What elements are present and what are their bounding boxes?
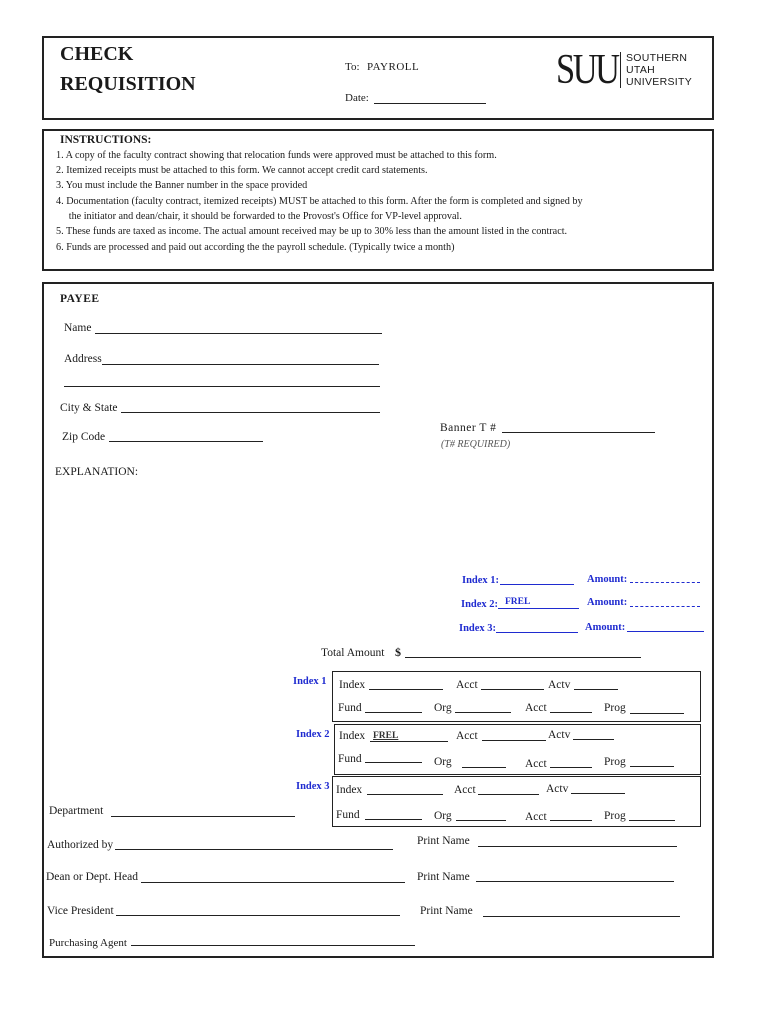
block3-prog-label: Prog: [604, 810, 626, 822]
vp-print-name-field[interactable]: [483, 916, 680, 917]
name-field[interactable]: [95, 333, 382, 334]
block2-actv-label: Actv: [548, 729, 571, 741]
banner-required-note: (T# REQUIRED): [441, 439, 511, 450]
department-label: Department: [49, 805, 104, 817]
block2-acct2-label: Acct: [525, 758, 547, 770]
index2-value: FREL: [505, 597, 531, 607]
amount1-field[interactable]: [630, 582, 700, 583]
block1-acct2-label: Acct: [525, 702, 547, 714]
zip-code-field[interactable]: [109, 441, 263, 442]
block3-acct-label: Acct: [454, 784, 476, 796]
block2-index-label: Index: [339, 730, 366, 742]
block3-org-field[interactable]: [456, 820, 506, 821]
block3-org-label: Org: [434, 810, 452, 822]
block1-index-field[interactable]: [369, 689, 443, 690]
authorized-print-name-field[interactable]: [478, 846, 677, 847]
block1-org-field[interactable]: [455, 712, 511, 713]
block3-fund-field[interactable]: [365, 819, 422, 820]
authorized-by-label: Authorized by: [47, 839, 114, 851]
block3-acct2-field[interactable]: [550, 820, 592, 821]
instruction-item: the initiator and dean/chair, it should be forwarded to the Provost's Office for VP-level approval.: [56, 211, 462, 222]
block3-actv-field[interactable]: [571, 793, 625, 794]
amount3-label: Amount:: [585, 622, 626, 633]
total-amount-field[interactable]: [405, 657, 641, 658]
block2-actv-field[interactable]: [573, 739, 614, 740]
block1-actv-label: Actv: [548, 679, 571, 691]
block2-acct2-field[interactable]: [550, 767, 592, 768]
accounting-index2-tag: Index 2: [296, 729, 330, 740]
city-state-label: City & State: [60, 402, 118, 414]
block2-prog-field[interactable]: [630, 766, 674, 767]
block2-fund-field[interactable]: [365, 762, 422, 763]
block1-org-label: Org: [434, 702, 452, 714]
address-label: Address: [64, 353, 102, 365]
block2-fund-label: Fund: [338, 753, 362, 765]
block2-org-field[interactable]: [462, 767, 506, 768]
index2-label: Index 2:: [461, 599, 499, 610]
block2-org-label: Org: [434, 756, 452, 768]
block2-acct-field[interactable]: [482, 740, 546, 741]
date-label: Date:: [345, 92, 369, 104]
name-label: Name: [64, 322, 92, 334]
block3-index-field[interactable]: [367, 794, 443, 795]
explanation-label: EXPLANATION:: [55, 466, 139, 478]
vice-president-label: Vice President: [47, 905, 114, 917]
dean-field[interactable]: [141, 882, 405, 883]
block1-fund-label: Fund: [338, 702, 362, 714]
to-value: PAYROLL: [367, 61, 420, 73]
block2-index-field[interactable]: [370, 741, 448, 742]
dean-print-name-field[interactable]: [476, 881, 674, 882]
block1-index-label: Index: [339, 679, 366, 691]
dean-print-name-label: Print Name: [417, 871, 470, 883]
block1-fund-field[interactable]: [365, 712, 422, 713]
block1-acct2-field[interactable]: [550, 712, 592, 713]
block2-acct-label: Acct: [456, 730, 478, 742]
total-currency: $: [395, 645, 401, 659]
authorized-by-field[interactable]: [115, 849, 393, 850]
university-logo: [556, 46, 696, 96]
logo-divider: [620, 52, 621, 88]
instruction-item: 3. You must include the Banner number in the space provided: [56, 180, 308, 191]
block1-prog-label: Prog: [604, 702, 626, 714]
block1-acct-label: Acct: [456, 679, 478, 691]
block1-actv-field[interactable]: [574, 689, 618, 690]
block2-prog-label: Prog: [604, 756, 626, 768]
block3-actv-label: Actv: [546, 783, 569, 795]
index3-label: Index 3:: [459, 623, 497, 634]
block2-index-value: FREL: [373, 731, 399, 741]
amount2-field[interactable]: [630, 606, 700, 607]
authorized-print-name-label: Print Name: [417, 835, 470, 847]
logo-text-utah: UTAH: [626, 64, 656, 76]
index2-field[interactable]: [498, 608, 579, 609]
block3-acct2-label: Acct: [525, 811, 547, 823]
purchasing-agent-field[interactable]: [131, 945, 415, 946]
main-form-box: [42, 282, 714, 958]
total-amount-label: Total Amount: [321, 647, 385, 659]
banner-field[interactable]: [502, 432, 655, 433]
city-state-field[interactable]: [121, 412, 380, 413]
block3-index-label: Index: [336, 784, 363, 796]
index1-field[interactable]: [500, 584, 574, 585]
instruction-item: 5. These funds are taxed as income. The actual amount received may be up to 30% less than the amount listed in the contract.: [56, 226, 568, 237]
index1-label: Index 1:: [462, 575, 500, 586]
payee-heading: PAYEE: [60, 293, 100, 305]
vp-print-name-label: Print Name: [420, 905, 473, 917]
instruction-item: 2. Itemized receipts must be attached to this form. We cannot accept credit card statements.: [56, 165, 428, 176]
instructions-heading: INSTRUCTIONS:: [60, 134, 152, 146]
form-title-line2: REQUISITION: [60, 73, 196, 95]
amount2-label: Amount:: [587, 597, 628, 608]
accounting-index3-tag: Index 3: [296, 781, 330, 792]
accounting-index1-tag: Index 1: [293, 676, 327, 687]
zip-code-label: Zip Code: [62, 431, 106, 443]
department-field[interactable]: [111, 816, 295, 817]
block1-acct-field[interactable]: [481, 689, 544, 690]
instruction-item: 1. A copy of the faculty contract showing that relocation funds were approved must be attached to this form.: [56, 150, 497, 161]
accounting-block-1: [332, 671, 701, 722]
vice-president-field[interactable]: [116, 915, 400, 916]
purchasing-agent-label: Purchasing Agent: [49, 937, 127, 949]
logo-text-southern: SOUTHERN: [626, 52, 688, 64]
dean-label: Dean or Dept. Head: [46, 871, 138, 883]
address-field-line2[interactable]: [64, 386, 380, 387]
instruction-item: 4. Documentation (faculty contract, itemized receipts) MUST be attached to this form. After the form is completed and signed by: [56, 196, 583, 207]
to-label: To:: [345, 61, 360, 73]
block1-prog-field[interactable]: [630, 713, 684, 714]
form-title-line1: CHECK: [60, 43, 134, 65]
block3-prog-field[interactable]: [629, 820, 675, 821]
date-field[interactable]: [374, 103, 486, 104]
logo-text-university: UNIVERSITY: [626, 76, 693, 88]
amount1-label: Amount:: [587, 574, 628, 585]
block3-fund-label: Fund: [336, 809, 360, 821]
block3-acct-field[interactable]: [478, 794, 539, 795]
address-field[interactable]: [102, 364, 379, 365]
amount3-field[interactable]: [627, 631, 704, 632]
logo-mark: SUU: [556, 47, 618, 93]
banner-label: Banner T #: [440, 422, 497, 434]
index3-field[interactable]: [496, 632, 578, 633]
instruction-item: 6. Funds are processed and paid out according the the payroll schedule. (Typically twice a month): [56, 242, 455, 253]
